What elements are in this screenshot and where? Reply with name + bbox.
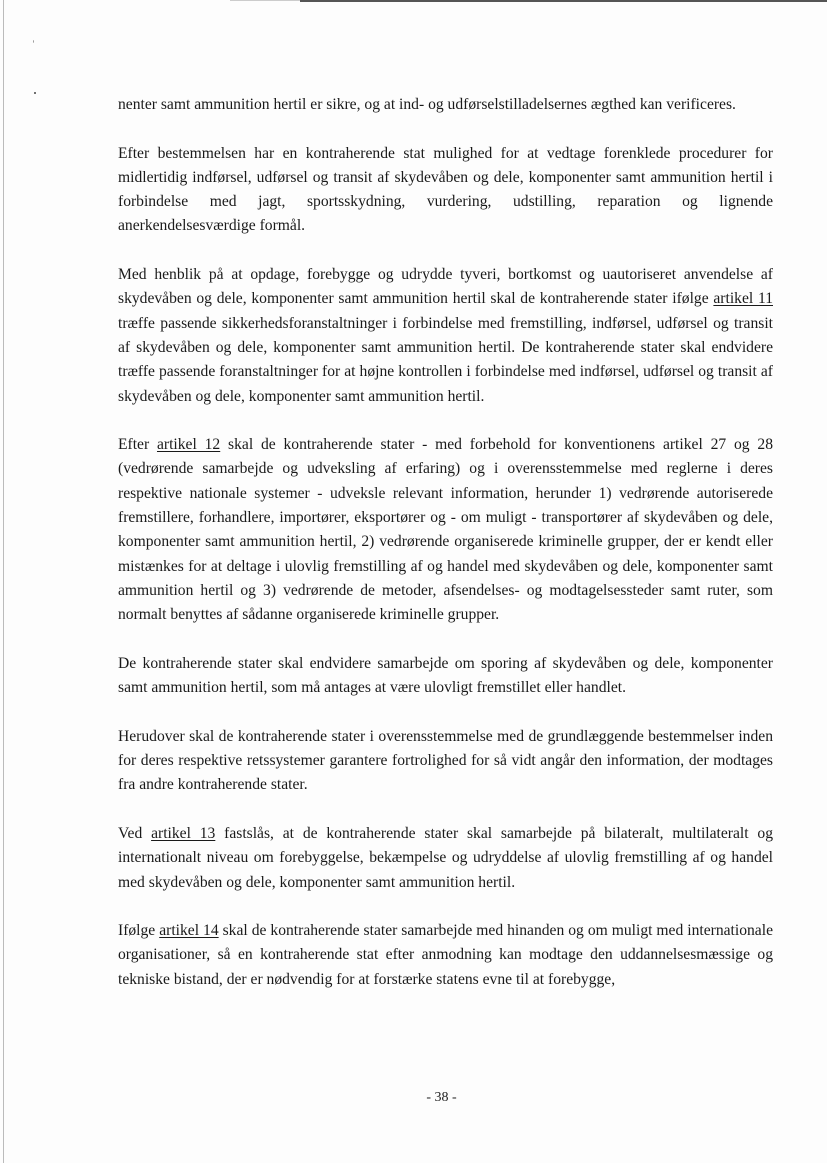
paragraph xyxy=(118,263,773,409)
article-reference: artikel 13 xyxy=(151,824,216,842)
scan-edge-mark xyxy=(230,0,300,1)
page-number: - 38 - xyxy=(426,1090,457,1105)
paragraph-text: skal de kontraherende stater - med forbehold for konventionens artikel 27 og 28 (vedrørende samarbejde og udveksling af erfaring) og i overensstemmelse med reglerne i deres respektive nationale systemer - udveksle relevant information, herunder 1) vedrørende autoriserede fremstillere, forhandlere, importører, eksportører og - om muligt - transportører af skydevåben og dele, komponenter samt ammunition hertil, 2) vedrørende organiserede kriminelle grupper, der er kendt eller mistænkes for at deltage i ulovlig fremstilling af og handel med skydevåben og dele, komponenter samt ammunition hertil og 3) vedrørende de metoder, afsendelses- og modtagelsessteder samt ruter, som normalt benyttes af sådanne organiserede kriminelle grupper. xyxy=(118,436,773,624)
paragraph xyxy=(118,93,773,117)
paragraph-text: Efter bestemmelsen har en kontraherende stat mulighed for at vedtage forenklede procedurer for midlertidig indførsel, udførsel og transit af skydevåben og dele, komponenter samt ammunition hertil i forbindelse med jagt, sportsskydning, vurdering, udstilling, reparation og lignende anerkendelsesværdige formål. xyxy=(118,144,773,235)
paragraph-text: skal de kontraherende stater samarbejde med hinanden og om muligt med internationale organisationer, så en kontraherende stat efter anmodning kan modtage den uddannelsesmæssige og tekniske bistand, der er nødvendig for at forstærke statens evne til at forebygge, xyxy=(118,922,773,988)
paragraph xyxy=(118,919,773,992)
scan-speck xyxy=(34,92,36,94)
paragraph-text: Med henblik på at opdage, forebygge og udrydde tyveri, bortkomst og uautoriseret anvendelse af skydevåben og dele, komponenter samt ammunition hertil skal de kontraherende stater ifølge xyxy=(118,266,773,308)
paragraph-text: Ifølge xyxy=(118,922,160,940)
paragraph-text: fastslås, at de kontraherende stater skal samarbejde på bilateralt, multilateralt og internationalt niveau om forebyggelse, bekæmpelse og udryddelse af ulovlig fremstilling af og handel med skydevåben og dele, komponenter samt ammunition hertil. xyxy=(118,824,773,891)
paragraph xyxy=(118,725,773,798)
scan-edge-mark xyxy=(300,0,827,2)
paragraph xyxy=(118,822,773,895)
article-reference: artikel 11 xyxy=(713,290,773,308)
paragraph-text: træffe passende sikkerhedsforanstaltninger i forbindelse med fremstilling, indførsel, udførsel og transit af skydevåben og dele, komponenter samt ammunition hertil. De kontraherende stater skal endvidere træffe passende foranstaltninger for at højne kontrollen i forbindelse med indførsel, udførsel og transit af skydevåben og dele, komponenter samt ammunition hertil. xyxy=(118,314,773,405)
paragraph-text: nenter samt ammunition hertil er sikre, og at ind- og udførselstilladelsernes ægthed kan verificeres. xyxy=(118,96,736,113)
paragraph-text: Herudover skal de kontraherende stater i overensstemmelse med de grundlæggende bestemmelser inden for deres respektive retssystemer garantere fortrolighed for så vidt angår den information, der modtages fra andre kontraherende stater. xyxy=(118,727,773,794)
document-body xyxy=(118,93,773,1016)
article-reference: artikel 14 xyxy=(159,922,219,940)
paragraph xyxy=(118,142,773,239)
paragraph xyxy=(118,652,773,701)
paragraph-text: Efter xyxy=(118,436,157,454)
article-reference: artikel 12 xyxy=(156,436,221,454)
paragraph-text: De kontraherende stater skal endvidere samarbejde om sporing af skydevåben og dele, komponenter samt ammunition hertil, som må antages at være ulovligt fremstillet eller handlet. xyxy=(118,654,773,697)
paragraph xyxy=(118,433,773,627)
scan-edge-mark xyxy=(3,0,4,1163)
scan-speck xyxy=(33,40,34,43)
paragraph-text: Ved xyxy=(118,824,152,842)
